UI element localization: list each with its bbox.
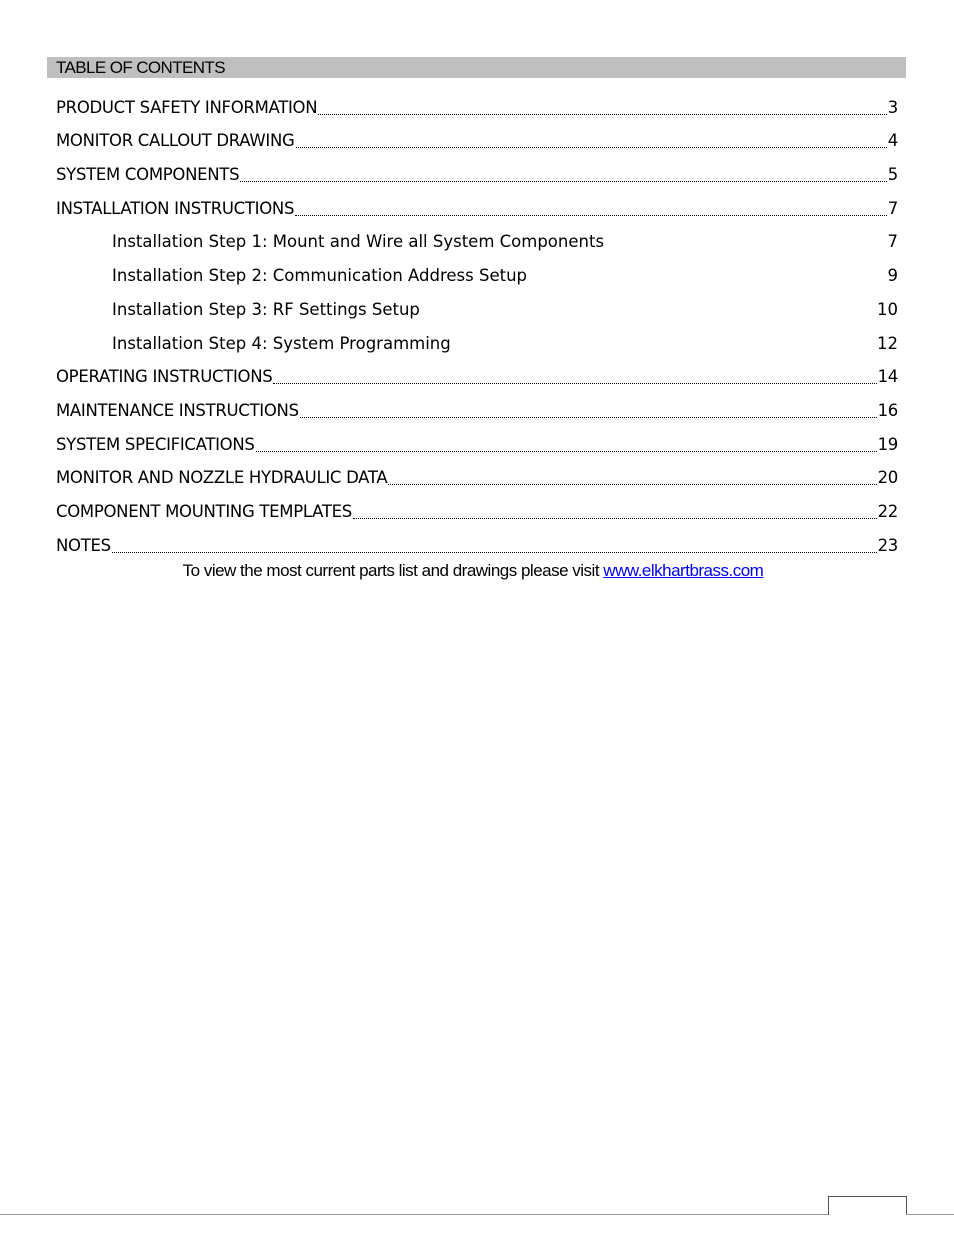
toc-leader-dots bbox=[240, 180, 887, 182]
toc-entry-title: Installation Step 2: Communication Address Setup bbox=[112, 266, 528, 286]
toc-leader-dots bbox=[112, 551, 877, 553]
toc-entry-title: MONITOR CALLOUT DRAWING bbox=[56, 131, 295, 151]
toc-entry-page: 4 bbox=[887, 131, 898, 151]
toc-leader-space bbox=[452, 350, 876, 351]
toc-leader-space bbox=[605, 248, 886, 249]
parts-list-notice bbox=[0, 560, 954, 582]
toc-entry-title: PRODUCT SAFETY INFORMATION bbox=[56, 97, 318, 117]
toc-heading: TABLE OF CONTENTS bbox=[56, 58, 225, 77]
toc-entry-monitor-callout[interactable] bbox=[56, 120, 898, 154]
toc-leader-space bbox=[421, 316, 876, 317]
toc-leader-dots bbox=[256, 450, 877, 452]
elkhartbrass-link[interactable]: www.elkhartbrass.com bbox=[603, 561, 764, 580]
toc-header-bar bbox=[47, 57, 906, 78]
toc-entry-title: SYSTEM COMPONENTS bbox=[56, 165, 240, 185]
toc-entry-system-specifications[interactable] bbox=[56, 423, 898, 457]
page-footer-rule-right bbox=[906, 1214, 954, 1215]
toc-entry-title: Installation Step 4: System Programming bbox=[112, 333, 451, 353]
toc-entry-page: 22 bbox=[877, 501, 898, 521]
toc-entry-page: 9 bbox=[887, 266, 898, 286]
toc-entry-installation-step-1[interactable] bbox=[56, 221, 898, 255]
toc-entry-title: OPERATING INSTRUCTIONS bbox=[56, 367, 273, 387]
page-number-box bbox=[828, 1196, 907, 1215]
toc-entry-maintenance-instructions[interactable] bbox=[56, 389, 898, 423]
toc-entry-hydraulic-data[interactable] bbox=[56, 457, 898, 491]
toc-entry-page: 5 bbox=[887, 165, 898, 185]
toc-entry-installation-instructions[interactable] bbox=[56, 187, 898, 221]
toc-entry-title: COMPONENT MOUNTING TEMPLATES bbox=[56, 501, 352, 521]
toc-leader-dots bbox=[296, 146, 887, 148]
toc-entry-installation-step-4[interactable] bbox=[56, 322, 898, 356]
toc-entry-system-components[interactable] bbox=[56, 153, 898, 187]
toc-leader-dots bbox=[318, 113, 887, 115]
toc-entry-title: MONITOR AND NOZZLE HYDRAULIC DATA bbox=[56, 468, 388, 488]
toc-entry-page: 23 bbox=[877, 535, 898, 555]
toc-entry-page: 12 bbox=[877, 333, 898, 353]
toc-leader-dots bbox=[388, 483, 876, 485]
toc-entry-installation-step-2[interactable] bbox=[56, 254, 898, 288]
toc-entry-page: 10 bbox=[877, 299, 898, 319]
toc-entry-page: 14 bbox=[877, 367, 898, 387]
toc-entry-title: MAINTENANCE INSTRUCTIONS bbox=[56, 400, 299, 420]
toc-entry-notes[interactable] bbox=[56, 524, 898, 558]
parts-list-notice-text: To view the most current parts list and drawings please visit bbox=[182, 561, 600, 580]
toc-entry-title: INSTALLATION INSTRUCTIONS bbox=[56, 198, 295, 218]
toc-entry-title: NOTES bbox=[56, 535, 111, 555]
toc-leader-dots bbox=[353, 517, 877, 519]
toc-leader-dots bbox=[273, 382, 876, 384]
toc-list bbox=[56, 86, 898, 558]
toc-entry-page: 16 bbox=[877, 400, 898, 420]
toc-entry-operating-instructions[interactable] bbox=[56, 356, 898, 390]
toc-leader-space bbox=[528, 282, 886, 283]
toc-entry-page: 7 bbox=[887, 232, 898, 252]
toc-leader-dots bbox=[295, 214, 887, 216]
toc-entry-page: 20 bbox=[877, 468, 898, 488]
toc-entry-page: 19 bbox=[877, 434, 898, 454]
toc-entry-title: Installation Step 3: RF Settings Setup bbox=[112, 299, 420, 319]
toc-entry-mounting-templates[interactable] bbox=[56, 490, 898, 524]
toc-entry-title: Installation Step 1: Mount and Wire all System Components bbox=[112, 232, 605, 252]
toc-entry-page: 3 bbox=[887, 97, 898, 117]
toc-entry-product-safety[interactable] bbox=[56, 86, 898, 120]
toc-entry-page: 7 bbox=[887, 198, 898, 218]
toc-entry-title: SYSTEM SPECIFICATIONS bbox=[56, 434, 255, 454]
toc-entry-installation-step-3[interactable] bbox=[56, 288, 898, 322]
toc-leader-dots bbox=[300, 416, 877, 418]
page-footer-rule bbox=[0, 1214, 828, 1215]
